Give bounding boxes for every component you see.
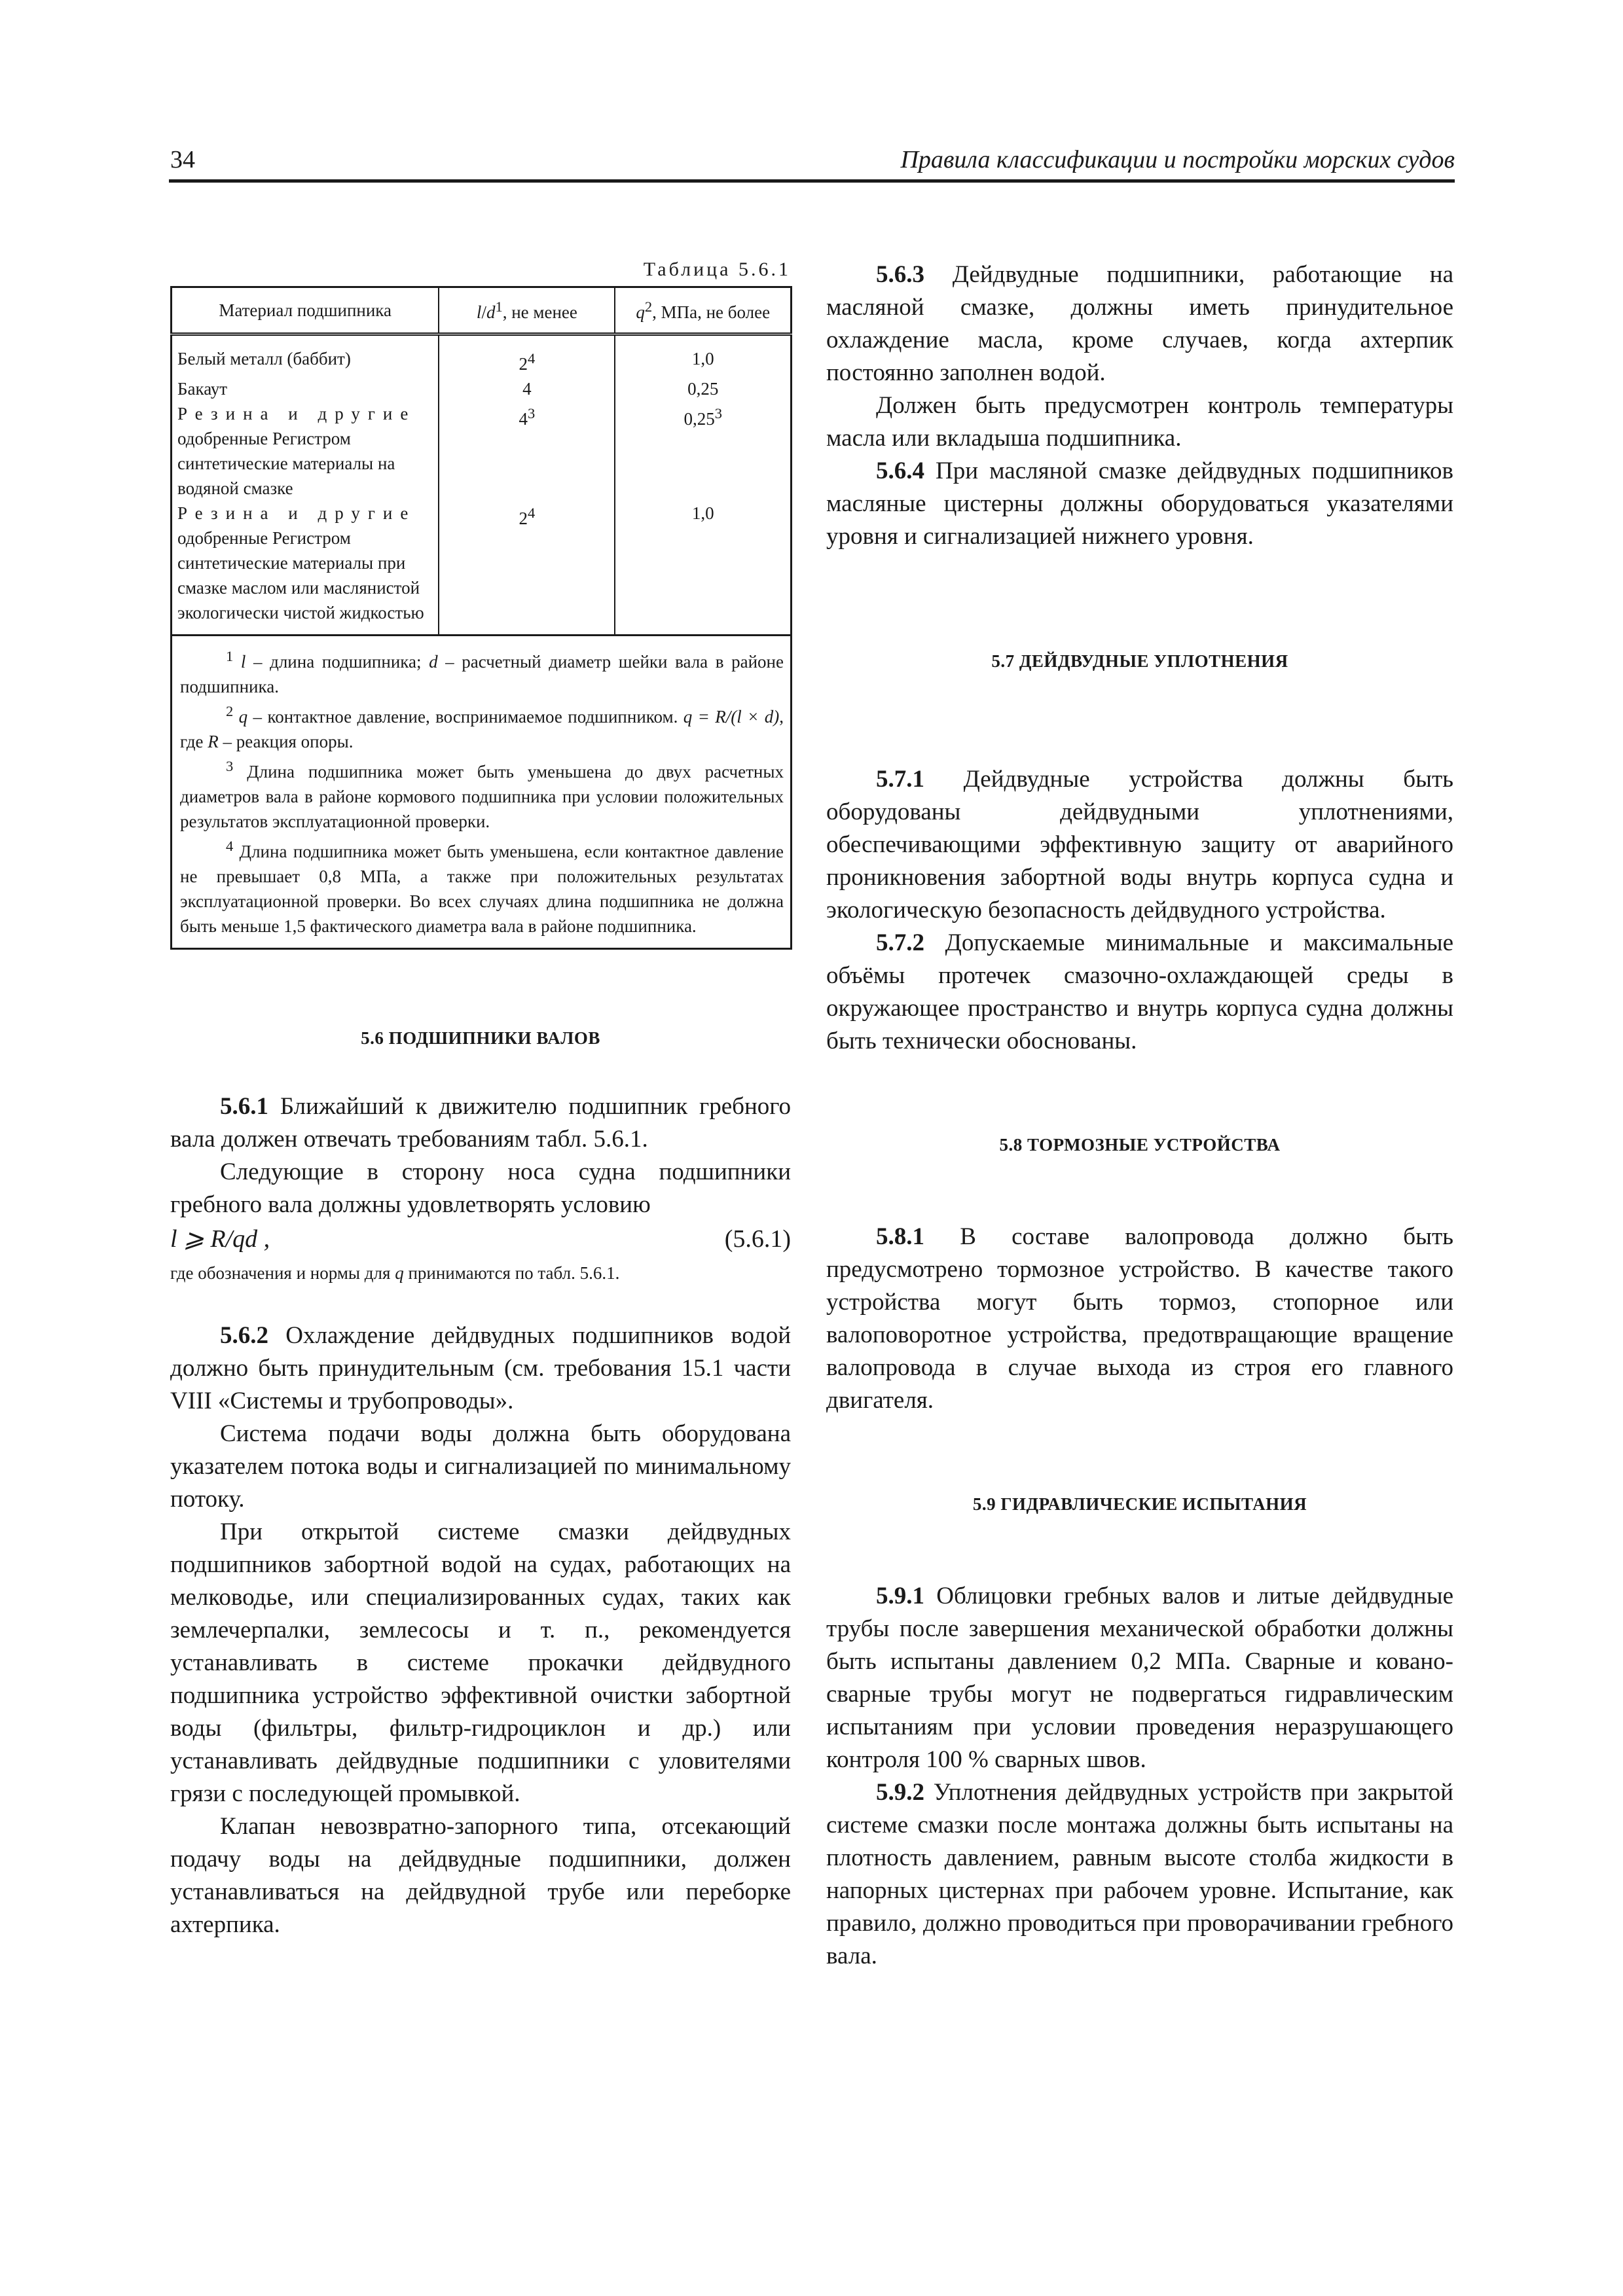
left-column bbox=[170, 259, 791, 1941]
section-heading-5-6: 5.6 ПОДШИПНИКИ ВАЛОВ bbox=[361, 1028, 600, 1048]
formula-expression: l ⩾ R/qd , bbox=[170, 1225, 270, 1253]
page-number: 34 bbox=[170, 146, 195, 173]
cell-q: 1,0 bbox=[615, 334, 791, 377]
paragraph-5-9-1: 5.9.1 Облицовки гребных валов и литые дейдвудные трубы после завершения механической обработки должны быть испытаны давлением 0,2 МПа. Сварные и ковано-сварные трубы могут не подвергаться гидравлическим испытаниям при условии проведения неразрушающего контроля 100 % сварных швов. bbox=[826, 1583, 1453, 1773]
cell-material: Бакаут bbox=[172, 376, 439, 401]
formula-5-6-1 bbox=[170, 1221, 791, 1257]
header-q: $q^2$, МПа, не более bbox=[615, 287, 791, 334]
paragraph-5-6-1: 5.6.1 Ближайший к движителю подшипник гребного вала должен отвечать требованиям табл. 5.6.1. bbox=[170, 1093, 791, 1153]
header-ld: $l/d^1$, не менее bbox=[439, 287, 615, 334]
paragraph-5-7-2: 5.7.2 Допускаемые минимальные и максимальные объёмы протечек смазочно-охлаждающей среды в окружающее пространство и внутрь корпуса судна должны быть технически обоснованы. bbox=[826, 929, 1453, 1054]
paragraph: Клапан невозвратно-запорного типа, отсекающий подачу воды на дейдвудные подшипники, должен устанавливаться на дейдвудной трубе или переборке ахтерпика. bbox=[170, 1813, 791, 1938]
paragraph: Система подачи воды должна быть оборудована указателем потока воды и сигнализацией по минимальному потоку. bbox=[170, 1420, 791, 1513]
footnote-1: $^1$ l – длина подшипника; d – расчетный диаметр шейки вала в районе подшипника. bbox=[180, 648, 784, 696]
cell-material: Резина и другие одобренные Регистром синтетические материалы при смазке маслом или маслянистой экологически чистой жидкостью bbox=[172, 501, 439, 636]
cell-q: 0,25$^3$ bbox=[615, 401, 791, 501]
paragraph-5-6-2: 5.6.2 Охлаждение дейдвудных подшипников водой должно быть принудительным (см. требования 15.1 части VIII «Системы и трубопроводы». bbox=[170, 1322, 791, 1414]
section-heading-5-7: 5.7 ДЕЙДВУДНЫЕ УПЛОТНЕНИЯ bbox=[991, 651, 1288, 671]
table-header-row bbox=[172, 287, 792, 334]
bearing-table bbox=[170, 286, 792, 636]
formula-note: где обозначения и нормы для q принимаются по табл. 5.6.1. bbox=[170, 1263, 620, 1283]
paragraph-5-6-4: 5.6.4 При масляной смазке дейдвудных подшипников масляные цистерны должны оборудоваться указателями уровня и сигнализацией нижнего уровня. bbox=[826, 457, 1453, 550]
table-row bbox=[172, 334, 792, 377]
footnote-4: $^4$ Длина подшипника может быть уменьшена, если контактное давление не превышает 0,8 МПа, а также при положительных результатах эксплуатационной проверки. Во всех случаях длина подшипника не должна быть меньше 1,5 фактического диаметра вала в районе подшипника. bbox=[180, 838, 784, 936]
header-material: Материал подшипника bbox=[172, 287, 439, 334]
section-heading-5-8: 5.8 ТОРМОЗНЫЕ УСТРОЙСТВА bbox=[999, 1135, 1281, 1155]
paragraph-5-8-1: 5.8.1 В составе валопровода должно быть предусмотрено тормозное устройство. В качестве такого устройства могут быть тормоз, стопорное или валоповоротное устройства, предотвращающие вращение валопровода в случае выхода из строя его главного двигателя. bbox=[826, 1223, 1453, 1414]
paragraph-5-6-3: 5.6.3 Дейдвудные подшипники, работающие на масляной смазке, должны иметь принудительное охлаждение масла, кроме случаев, когда ахтерпик постоянно заполнен водой. bbox=[826, 261, 1453, 386]
right-column bbox=[826, 259, 1453, 1973]
cell-material: Резина и другие одобренные Регистром синтетические материалы на водяной смазке bbox=[172, 401, 439, 501]
paragraph: При открытой системе смазки дейдвудных подшипников забортной водой на судах, работающих на мелководье, или специализированных судах, таких как землечерпалки, землесосы и т. п., рекомендуется устанавливать в системе прокачки дейдвудного подшипника устройство эффективной очистки забортной воды (фильтры, фильтр-гидроциклон и др.) или устанавливать дейдвудные подшипники с уловителями грязи с последующей промывкой. bbox=[170, 1518, 791, 1807]
cell-ld: $2^4$ bbox=[439, 501, 615, 636]
table-footnotes bbox=[170, 634, 792, 950]
cell-material: Белый металл (баббит) bbox=[172, 334, 439, 377]
section-heading-5-9: 5.9 ГИДРАВЛИЧЕСКИЕ ИСПЫТАНИЯ bbox=[972, 1494, 1307, 1514]
paragraph-5-9-2: 5.9.2 Уплотнения дейдвудных устройств при закрытой системе смазки после монтажа должны быть испытаны на плотность давлением, равным высоте столба жидкости в напорных цистернах при рабочем уровне. Испытание, как правило, должно проводиться при проворачивании гребного вала. bbox=[826, 1779, 1453, 1969]
page-header bbox=[169, 145, 1455, 183]
table-row bbox=[172, 376, 792, 401]
cell-ld: $4^3$ bbox=[439, 401, 615, 501]
footnote-2: $^2$ q – контактное давление, воспринимаемое подшипником. q = R/(l × d), где R – реакция опоры. bbox=[180, 703, 784, 751]
cell-q: 0,25 bbox=[615, 376, 791, 401]
cell-ld: 4 bbox=[439, 376, 615, 401]
running-title: Правила классификации и постройки морских судов bbox=[900, 146, 1455, 173]
paragraph: Следующие в сторону носа судна подшипники гребного вала должны удовлетворять условию bbox=[170, 1158, 791, 1218]
table-caption: Таблица 5.6.1 bbox=[643, 259, 791, 280]
table-row bbox=[172, 501, 792, 636]
table-row bbox=[172, 401, 792, 501]
paragraph: Должен быть предусмотрен контроль температуры масла или вкладыша подшипника. bbox=[826, 392, 1453, 452]
footnote-3: $^3$ Длина подшипника может быть уменьшена до двух расчетных диаметров вала в районе кормового подшипника при условии положительных результатов эксплуатационной проверки. bbox=[180, 758, 784, 831]
paragraph-5-7-1: 5.7.1 Дейдвудные устройства должны быть оборудованы дейдвудными уплотнениями, обеспечивающими эффективную защиту от аварийного проникновения забортной воды внутрь корпуса судна и экологическую безопасность дейдвудного устройства. bbox=[826, 766, 1453, 924]
cell-q: 1,0 bbox=[615, 501, 791, 636]
formula-number: (5.6.1) bbox=[724, 1225, 791, 1253]
cell-ld: $2^4$ bbox=[439, 334, 615, 377]
